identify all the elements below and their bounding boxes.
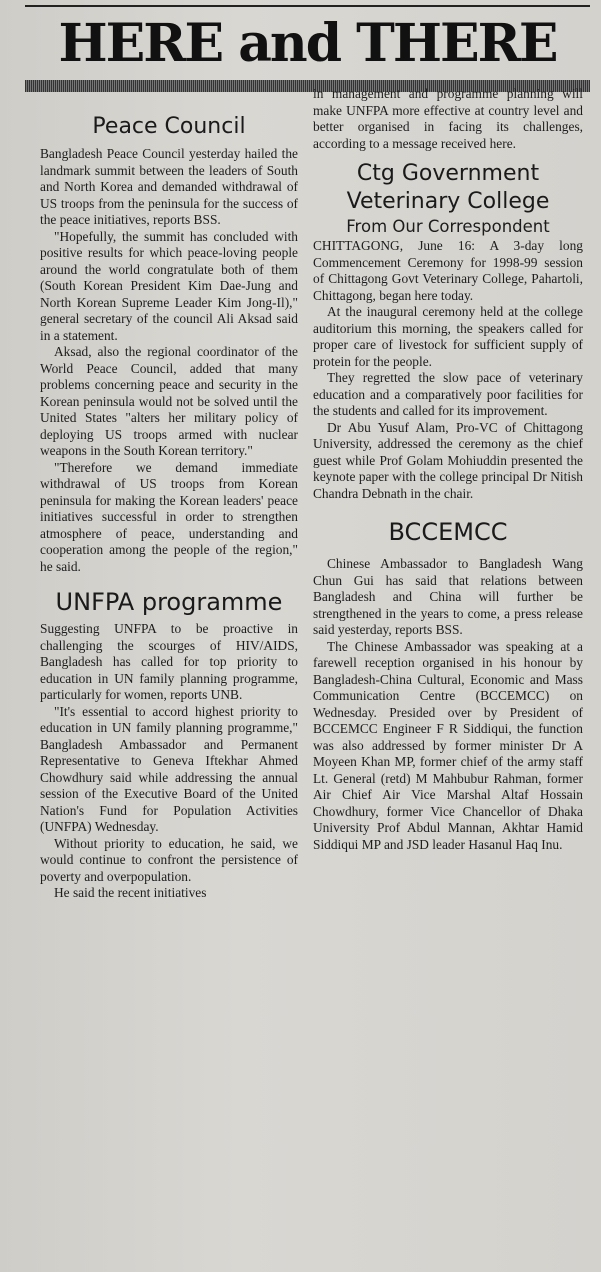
ctg-paragraph: CHITTAGONG, June 16: A 3-day long Commencement Ceremony for 1998-99 session of Chittagong Govt Veterinary College, Pahartoli, Chittagong, began here today. (313, 238, 583, 303)
ctg-paragraph: Dr Abu Yusuf Alam, Pro-VC of Chittagong University, addressed the ceremony as the chief guest while Prof Golam Mohiuddin presented the keynote paper with the college principal Dr Nitish Chandra Debnath in the chair. (313, 419, 583, 501)
unfpa-paragraph: Without priority to education, he said, we would continue to confront the persistence of poverty and overpopulation. (40, 835, 298, 884)
unfpa-paragraph: "It's essential to accord highest priority to education in UN family planning programme," Bangladesh Ambassador and Permanent Representative to Geneva Iftekhar Ahmed Chowdhury said while addressing the annual session of the Executive Board of the United Nation's Fund for Population Activities (UNFPA) Wednesday. (40, 703, 298, 834)
peace-paragraph: Bangladesh Peace Council yesterday hailed the landmark summit between the leaders of South and North Korea and demanded withdrawal of US troops from the peninsula for the success of the peace initiatives, reports BSS. (40, 146, 298, 227)
top-rule (25, 5, 590, 7)
bccemcc-paragraph: The Chinese Ambassador was speaking at a farewell reception organised in his honour by Bangladesh-China Cultural, Economic and Mass Communication Centre (BCCEMCC) on Wednesday. Presided over by President of BCCEMCC Engineer F R Siddiqui, the function was also addressed by former minister Dr A Moyeen Khan MP, former chief of the army staff Lt. General (retd) M Mahbubur Rahman, former Air Chief Air Vice Marshal Altaf Hossain Chowdhury, former Vice Chancellor of Dhaka University Prof Abdul Mannan, Akhtar Hamid Siddiqui MP and JSD leader Hasanul Haq Inu. (313, 638, 583, 852)
peace-paragraph: Aksad, also the regional coordinator of the World Peace Council, added that many problems concerning peace and security in the Korean peninsula would not be solved until the United States "alters her military policy of deploying US troops armed with nuclear weapons in the South Korean territory." (40, 344, 298, 458)
unfpa-heading: UNFPA programme (55, 588, 283, 616)
right-column (313, 86, 583, 853)
ctg-paragraph: At the inaugural ceremony held at the college auditorium this morning, the speakers called for proper care of livestock for sufficient supply of protein for the people. (313, 304, 583, 369)
ctg-byline: From Our Correspondent (346, 217, 550, 236)
ctg-veterinary-heading: Ctg Government Veterinary College (346, 161, 550, 214)
unfpa-continued-paragraph: in management and programme planning will make UNFPA more effective at country level and better organised in facing its challenges, according to a message received here. (313, 86, 583, 151)
peace-council-heading: Peace Council (92, 114, 246, 139)
bccemcc-paragraph: Chinese Ambassador to Bangladesh Wang Chun Gui has said that relations between Bangladesh and China will further be strengthened in the years to come, a press release said yesterday, reports BSS. (313, 556, 583, 637)
masthead-title: HERE and THERE (58, 13, 557, 74)
unfpa-paragraph: He said the recent initiatives (54, 885, 207, 900)
unfpa-paragraph: Suggesting UNFPA to be proactive in challenging the scourges of HIV/AIDS, Bangladesh has called for top priority to education in UN family planning programme, particularly for women, reports UNB. (40, 621, 298, 702)
peace-paragraph: "Therefore we demand immediate withdrawal of US troops from Korean peninsula for making the Korean leaders' peace initiatives successful in order to strengthen atmosphere of peace, understanding and cooperation among the people of the region," he said. (40, 459, 298, 574)
left-column (40, 112, 298, 902)
peace-paragraph: "Hopefully, the summit has concluded with positive results for which peace-loving people around the world congratulate both of them (South Korean President Kim Dae-Jung and North Korean Supreme Leader Kim Jong-Il)," general secretary of the council Ali Aksad said in a statement. (40, 228, 298, 343)
ctg-paragraph: They regretted the slow pace of veterinary education and a comparatively poor facilities for the students and called for its improvement. (313, 370, 583, 418)
bccemcc-heading: BCCEMCC (388, 518, 508, 546)
